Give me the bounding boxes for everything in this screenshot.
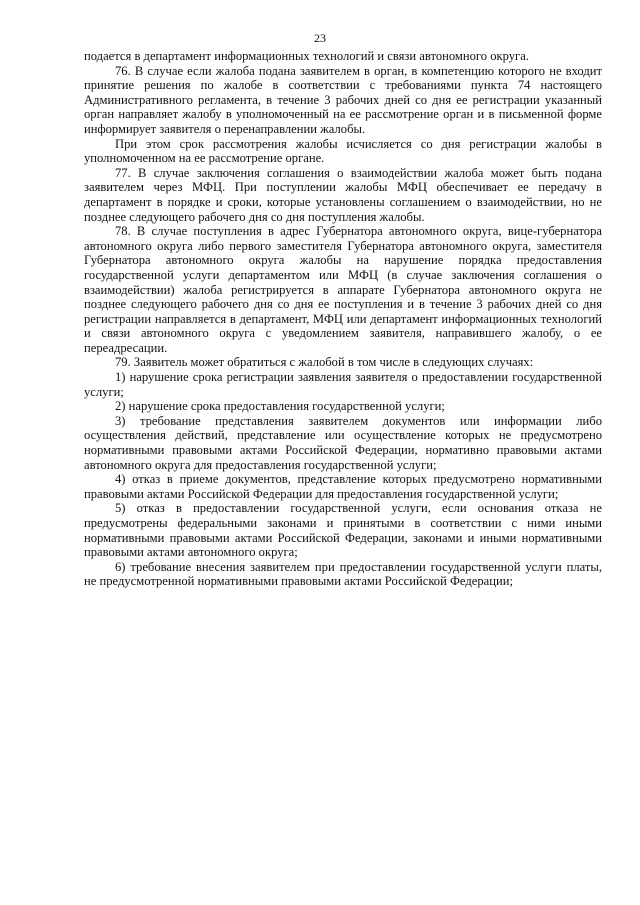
list-item-3: 3) требование представления заявителем документов или информации либо осуществления действий, представление или осуществление которых не предусмотрено нормативными правовыми актами Российской Федерации, нормативно правовыми актами автономного округа для предоставления государственной услуги; [84, 413, 602, 472]
paragraph-78: 78. В случае поступления в адрес Губернатора автономного округа, вице-губернатора автономного округа либо первого заместителя Губернатора автономного округа, заместителя Губернатора автономного округа жалобы на нарушение порядка предоставления государственной услуги департаментом или МФЦ (в случае заключения соглашения о взаимодействии) жалоба регистрируется в аппарате Губернатора автономного округа не позднее следующего рабочего дня со дня ее поступления и в течение 3 рабочих дней со дня регистрации направляется в департамент, МФЦ или департамент информационных технологий и связи автономного округа с уведомлением заявителя, направившего жалобу, о ее переадресации. [84, 224, 602, 355]
page-number: 23 [314, 31, 326, 45]
paragraph-76: 76. В случае если жалоба подана заявителем в орган, в компетенцию которого не входит принятие решения по жалобе в соответствии с требованиями пункта 74 настоящего Административного регламента, в течение 3 рабочих дней со дня ее регистрации указанный орган направляет жалобу в уполномоченный на ее рассмотрение орган и в письменной форме информирует заявителя о перенаправлении жалобы. [84, 63, 602, 136]
list-item-2: 2) нарушение срока предоставления государственной услуги; [115, 399, 445, 414]
paragraph-79: 79. Заявитель может обратиться с жалобой в том числе в следующих случаях: [115, 355, 534, 370]
list-item-4: 4) отказ в приеме документов, представление которых предусмотрено нормативными правовыми актами Российской Федерации для предоставления государственной услуги; [84, 472, 602, 501]
list-item-6: 6) требование внесения заявителем при предоставлении государственной услуги платы, не предусмотренной нормативными правовыми актами Российской Федерации; [84, 559, 602, 589]
list-item-5: 5) отказ в предоставлении государственной услуги, если основания отказа не предусмотрены федеральными законами и принятыми в соответствии с ними иными нормативными правовыми актами Российской Федерации, законами и иными нормативными правовыми актами автономного округа; [84, 501, 602, 560]
paragraph-77: 77. В случае заключения соглашения о взаимодействии жалоба может быть подана заявителем через МФЦ. При поступлении жалобы МФЦ обеспечивает ее передачу в департамент в порядке и сроки, которые установлены соглашением о взаимодействии, но не позднее следующего рабочего дня со дня поступления жалобы. [84, 165, 602, 224]
paragraph-76-note: При этом срок рассмотрения жалобы исчисляется со дня регистрации жалобы в уполномоченном на ее рассмотрение органе. [84, 136, 602, 166]
document-body [84, 49, 602, 589]
paragraph-continuation: подается в департамент информационных технологий и связи автономного округа. [84, 49, 529, 63]
list-item-1: 1) нарушение срока регистрации заявления заявителя о предоставлении государственной услуги; [84, 370, 602, 399]
